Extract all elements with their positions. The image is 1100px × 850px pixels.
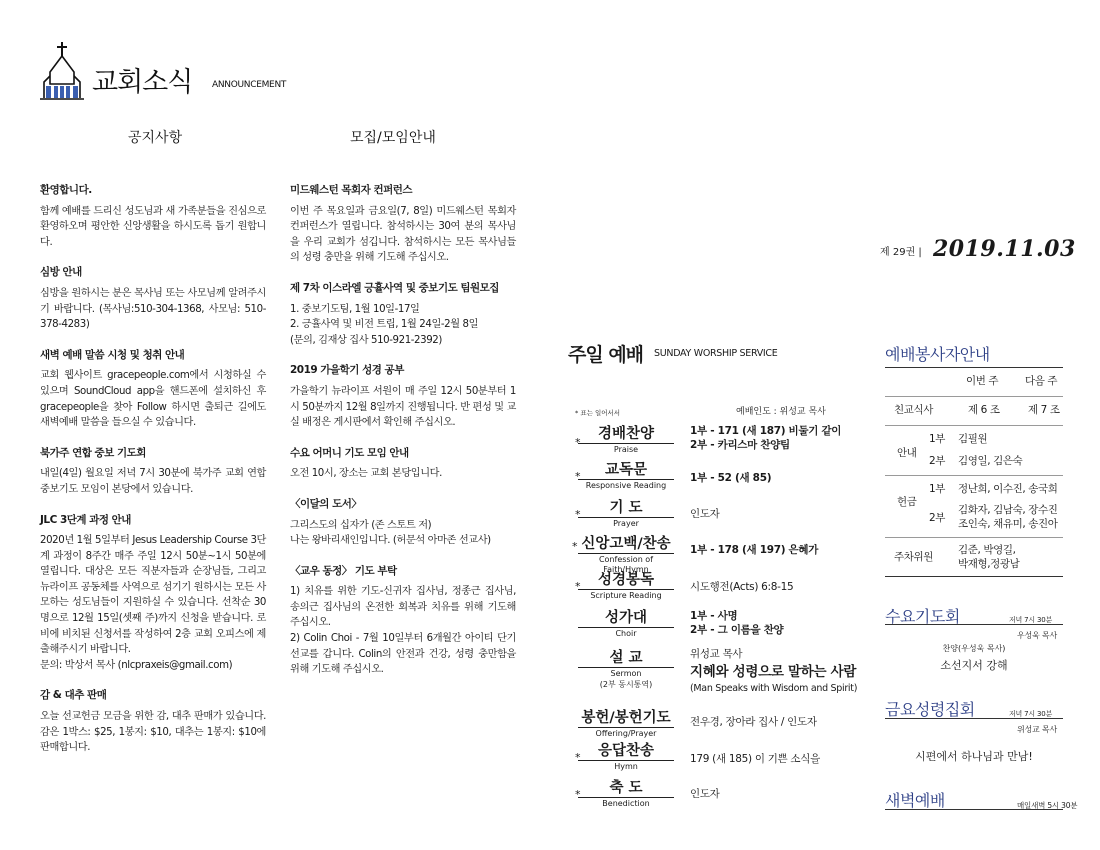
team-divider — [885, 396, 1063, 397]
host-next: 제 7 조 — [1028, 404, 1060, 416]
worship-item-name: 축 도 — [609, 780, 643, 796]
standing-note: * 표는 일어서서 — [575, 409, 621, 417]
worship-item-detail: 전우경, 장아라 집사 / 인도자 — [690, 716, 817, 728]
offering-p2-names: 조인숙, 채유미, 송진아 — [958, 518, 1058, 530]
issue-date: 2019.11.03 — [933, 236, 1076, 262]
notice-body: 심방을 원하시는 분은 목사님 또는 사모님께 알려주시기 바랍니다. (목사님:510-304-1368, 사모님: 510-378-4283) — [40, 287, 266, 331]
worship-item-en: Hymn — [578, 760, 674, 772]
worship-item-detail: 인도자 — [690, 508, 720, 520]
meeting-detail: 시편에서 하나님과 만남! — [915, 750, 1033, 763]
stand-mark: * — [575, 580, 581, 593]
notice-title: 심방 안내 — [40, 266, 82, 279]
worship-item-detail: 1부 - 사명 — [690, 610, 738, 622]
worship-title: 주일 예배 — [568, 344, 644, 366]
page-title: 교회소식 — [92, 67, 193, 98]
notice-item — [40, 348, 266, 431]
sermon-title-en: (Man Speaks with Wisdom and Spirit) — [690, 682, 858, 694]
notice-body: 교회 웹사이트 gracepeople.com에서 시청하실 수 있으며 SoundCloud app을 핸드폰에 설치하신 후 gracepeople을 찾아 Follow 하시면 출퇴근 길에도 새벽예배 말씀을 들으실 수 있습니다. — [40, 370, 266, 429]
meeting-leader: 위성교 목사 — [1017, 725, 1057, 734]
host-this: 제 6 조 — [968, 404, 1000, 416]
offering-p2: 2부 — [929, 512, 946, 524]
recruit-item — [290, 183, 516, 266]
team-next-week: 다음 주 — [1025, 375, 1058, 387]
worship-item — [568, 648, 860, 704]
worship-item-en: Prayer — [578, 517, 674, 529]
guide-p2-names: 김영일, 김은숙 — [958, 455, 1023, 467]
worship-item-name: 성경봉독 — [597, 572, 655, 588]
recruit-item — [290, 281, 516, 348]
worship-item-name: 교독문 — [604, 462, 648, 478]
team-divider — [885, 425, 1063, 426]
worship-item-name: 응답찬송 — [597, 743, 655, 759]
worship-item-en: Scripture Reading — [578, 589, 674, 601]
sermon-title: 지혜와 성령으로 말하는 사람 — [690, 663, 857, 680]
recruit-body: 가을학기 뉴라이프 서원이 매 주일 12시 50분부터 1시 50분까지 12월 8일까지 진행됩니다. 반 편성 및 교실 배정은 게시판에서 확인해 주십시오. — [290, 385, 516, 429]
recruit-title: 〈교우 동정〉 기도 부탁 — [290, 564, 397, 577]
meeting-time: 매일새벽 5시 30분 — [1017, 801, 1078, 810]
worship-item — [568, 534, 860, 574]
worship-item — [568, 572, 860, 606]
worship-item-en: Sermon — [578, 667, 674, 679]
worship-item — [568, 708, 860, 742]
notice-item — [40, 183, 266, 250]
worship-item-detail: 시도행전(Acts) 6:8-15 — [690, 581, 794, 593]
team-title: 예배봉사자안내 — [885, 345, 990, 364]
team-this-week: 이번 주 — [966, 375, 999, 387]
worship-item-detail: 2부 - 카리스마 찬양팀 — [690, 438, 790, 451]
team-divider — [885, 576, 1063, 577]
notices-heading: 공지사항 — [128, 130, 183, 146]
stand-mark: * — [575, 436, 581, 449]
team-divider — [885, 475, 1063, 476]
worship-item-name: 경배찬양 — [597, 426, 655, 442]
recruit-title: 2019 가을학기 성경 공부 — [290, 364, 404, 377]
worship-title-en: SUNDAY WORSHIP SERVICE — [654, 348, 778, 359]
worship-item-sub: (2부 동시통역) — [599, 680, 653, 689]
recruit-title: 〈이달의 도서〉 — [290, 497, 362, 510]
worship-item-name: 성가대 — [604, 610, 648, 626]
stand-mark: * — [575, 751, 581, 764]
worship-item-detail: 179 (새 185) 이 기쁜 소식을 — [690, 753, 820, 765]
worship-item — [568, 462, 860, 496]
issue-number: 제 29권 | — [880, 247, 922, 258]
notice-body: 내일(4일) 월요일 저녁 7시 30분에 북가주 교회 연합 중보기도 모임이 본당에서 있습니다. — [40, 468, 266, 495]
recruit-item — [290, 446, 516, 482]
meeting-detail: 소선지서 강해 — [940, 659, 1008, 672]
meeting-detail: 찬양(우성욱 목사) — [942, 644, 1006, 653]
worship-item-detail: 2부 - 그 이름을 찬양 — [690, 623, 784, 636]
worship-leader: 예배인도 : 위성교 목사 — [736, 407, 826, 417]
worship-item — [568, 743, 860, 777]
worship-item-name: 기 도 — [609, 500, 643, 516]
wednesday-prayer-title: 수요기도회 — [885, 607, 960, 626]
dawn-service-title: 새벽예배 — [885, 791, 945, 810]
worship-item — [568, 608, 860, 644]
meeting-time: 저녁 7시 30분 — [1009, 710, 1053, 718]
friday-meeting-title: 금요성령집회 — [885, 700, 975, 719]
worship-item-name: 봉헌/봉헌기도 — [581, 710, 671, 726]
parking-names: 김준, 박영길, — [958, 544, 1016, 556]
host-label: 친교식사 — [894, 404, 933, 416]
recruit-title: 수요 어머니 기도 모임 안내 — [290, 446, 409, 459]
notice-title: 환영합니다. — [40, 184, 92, 196]
worship-item-name: 설 교 — [609, 650, 643, 666]
recruit-body: 오전 10시, 장소는 교회 본당입니다. — [290, 468, 442, 480]
notice-item — [40, 446, 266, 498]
page-title-en: ANNOUNCEMENT — [212, 80, 287, 90]
worship-item-en: Benediction — [578, 797, 674, 809]
worship-item-detail: 위성교 목사 — [690, 648, 743, 660]
worship-item-en: Responsive Reading — [578, 479, 674, 491]
stand-mark: * — [575, 788, 581, 801]
worship-item-en: Confession of Faith/Hymn — [578, 553, 674, 575]
worship-item — [568, 778, 860, 812]
stand-mark: * — [575, 508, 581, 521]
worship-item-en: Praise — [578, 443, 674, 455]
notices-column — [40, 183, 266, 771]
guide-p1-names: 김필원 — [958, 433, 988, 445]
team-divider — [885, 367, 1063, 368]
worship-item — [568, 498, 860, 532]
recruit-heading: 모집/모임안내 — [350, 130, 436, 146]
notice-item — [40, 688, 266, 755]
worship-item-name: 신앙고백/찬송 — [581, 536, 671, 552]
meeting-leader: 우성욱 목사 — [1017, 631, 1057, 640]
recruit-title: 미드웨스턴 목회자 컨퍼런스 — [290, 184, 413, 196]
recruit-body: 이번 주 목요일과 금요일(7, 8일) 미드웨스턴 목회자 컨퍼런스가 열립니다. 참석하시는 30여 분의 목사님을 우리 교회가 섬깁니다. 참석하시는 모든 목사님들의 성령 충만을 위해 기도해 주십시오. — [290, 205, 516, 264]
notice-item — [40, 513, 266, 674]
meeting-time: 저녁 7시 30분 — [1009, 616, 1053, 624]
notice-body: 오늘 선교헌금 모금을 위한 감, 대추 판매가 있습니다. 감은 1박스: $25, 1봉지: $10, 대추는 1봉지: $10에 판매합니다. — [40, 711, 266, 754]
worship-item-detail: 인도자 — [690, 788, 720, 800]
notice-title: 감 & 대추 판매 — [40, 689, 107, 702]
recruit-item — [290, 363, 516, 430]
worship-item-detail: 1부 - 178 (새 197) 은혜가 — [690, 544, 819, 556]
offering-p1: 1부 — [929, 483, 946, 495]
parking-label: 주차위원 — [894, 551, 933, 563]
offering-p1-names: 정난희, 이수진, 송국희 — [958, 483, 1058, 495]
recruit-column — [290, 183, 516, 693]
worship-item-detail: 1부 - 52 (새 85) — [690, 472, 772, 484]
offering-p2-names: 김화자, 김남숙, 장수진 — [958, 504, 1058, 516]
notice-title: 새벽 예배 말씀 시청 및 청취 안내 — [40, 348, 185, 361]
guide-p2: 2부 — [929, 455, 946, 467]
recruit-item — [290, 497, 516, 549]
notice-body: 2020년 1월 5일부터 Jesus Leadership Course 3단계 과정이 8주간 매주 주일 12시 50분~1시 50분에 열립니다. 대상은 모든 직분자들과 순장님들, 그리고 뉴라이프 공동체를 사역으로 섬기기 원하시는 모든 사모하는 성도님들이 지원하실 수 있습니다. 선착순 30명으로 12월 15일(셋째 주)까지 신청을 받습니다. 로비에 비치된 신청서를 작성하여 2층 교회 오피스에 제출해주시기 바랍니다. 문의: 박상서 목사 (nlcpraxeis@gmail.com) — [40, 535, 266, 671]
recruit-body: 1. 중보기도팀, 1월 10일-17일 2. 긍휼사역 및 비전 트립, 1월 24일-2월 8일 (문의, 김재상 집사 510-921-2392) — [290, 303, 479, 346]
recruit-body: 그리스도의 십자가 (존 스토트 저) 나는 왕바리새인입니다. (허문석 아마존 선교사) — [290, 519, 491, 547]
recruit-body: 1) 치유를 위한 기도-신귀자 집사님, 정종근 집사님, 송의근 집사님의 온전한 회복과 치유를 위해 기도해 주십시오. 2) Colin Choi - 7월 10일부터 6개월간 아이티 단기선교를 갑니다. Colin의 안전과 건강, 성령 충만함을 위해 기도해 주십시오. — [290, 586, 516, 676]
recruit-title: 제 7차 이스라엘 긍휼사역 및 중보기도 팀원모집 — [290, 281, 499, 294]
worship-item-en: Choir — [578, 627, 674, 639]
worship-item-en: Offering/Prayer — [578, 727, 674, 739]
notice-title: JLC 3단계 과정 안내 — [40, 513, 131, 526]
worship-item-detail: 1부 - 171 (새 187) 비둘기 같이 — [690, 425, 842, 437]
guide-label: 안내 — [897, 447, 917, 459]
church-logo-icon — [40, 42, 84, 100]
parking-names: 박재형,정광남 — [958, 558, 1020, 570]
notice-body: 함께 예배를 드리신 성도님과 새 가족분들을 진심으로 환영하오며 평안한 신앙생활을 하시도록 돕기 원합니다. — [40, 205, 266, 248]
team-divider — [885, 537, 1063, 538]
notice-item — [40, 265, 266, 332]
offering-label: 헌금 — [897, 496, 917, 508]
worship-item — [568, 424, 860, 460]
notice-title: 북가주 연합 중보 기도회 — [40, 446, 146, 459]
guide-p1: 1부 — [929, 433, 946, 445]
stand-mark: * — [572, 540, 578, 553]
stand-mark: * — [575, 470, 581, 483]
recruit-item — [290, 564, 516, 678]
